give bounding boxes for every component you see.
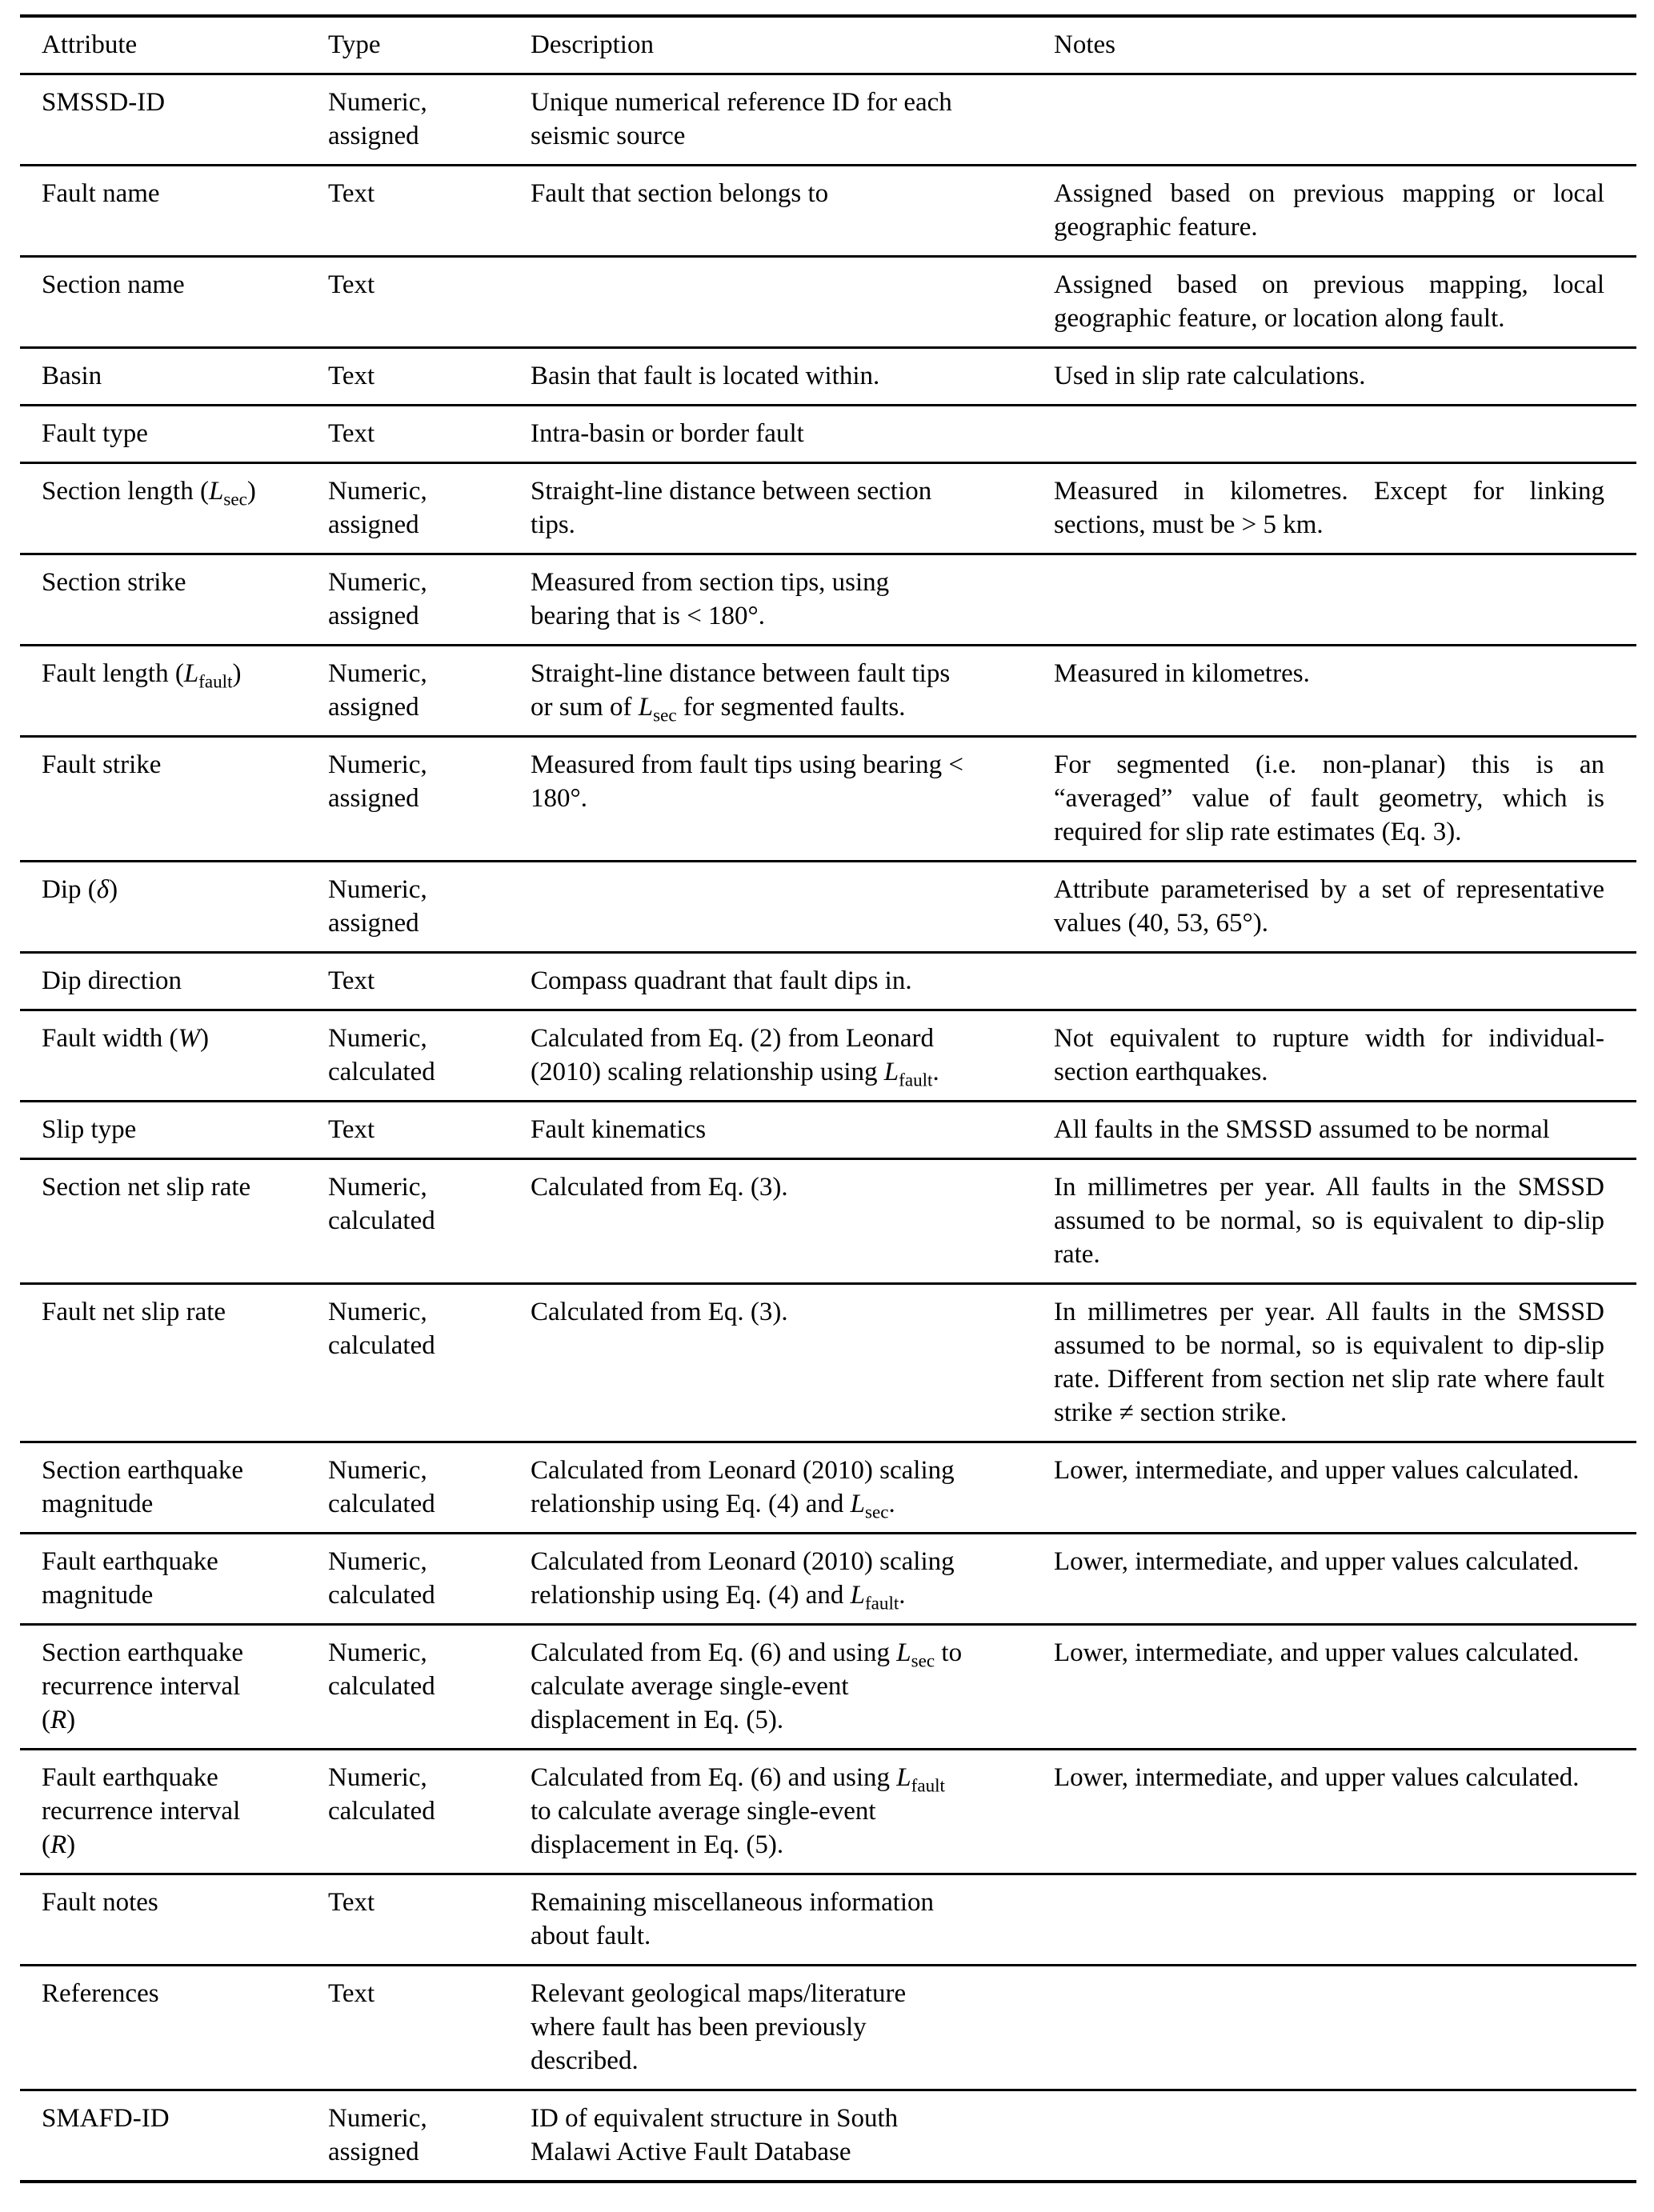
cell-description: Fault that section belongs to (531, 179, 829, 208)
cell-description: Calculated from Eq. (6) and using $L_{sec}$ to calculate average single-event displacement in Eq. (5). (531, 1638, 963, 1734)
cell-type: Text (328, 419, 375, 448)
column-header-type: Type (328, 30, 381, 59)
cell-attribute: Section earthquake recurrence interval (R) (42, 1638, 243, 1734)
cell-description (531, 257, 1054, 348)
cell-description: Unique numerical reference ID for each seismic source (531, 88, 952, 150)
cell-notes: In millimetres per year. All faults in the SMSSD assumed to be normal, so is equivalent to dip-slip rate. Different from section net slip rate where fault strike ≠ section strike. (1054, 1298, 1604, 1427)
cell-type: Text (328, 179, 375, 208)
cell-type: Numeric, calculated (328, 1456, 435, 1518)
cell-notes: Lower, intermediate, and upper values calculated. (1054, 1763, 1580, 1792)
cell-notes (1054, 1966, 1636, 2090)
table-header (20, 16, 1636, 74)
cell-type: Numeric, calculated (328, 1763, 435, 1826)
cell-description: Calculated from Eq. (6) and using $L_{fault}$ to calculate average single-event displacement in Eq. (5). (531, 1763, 945, 1859)
cell-attribute: Fault net slip rate (42, 1298, 226, 1326)
cell-attribute: Fault type (42, 419, 148, 448)
header-row (20, 16, 1636, 74)
cell-attribute: Fault notes (42, 1888, 158, 1917)
cell-description: Compass quadrant that fault dips in. (531, 966, 912, 995)
cell-description: Remaining miscellaneous information about fault. (531, 1888, 935, 1950)
cell-notes: Used in slip rate calculations. (1054, 362, 1366, 390)
cell-notes (1054, 953, 1636, 1010)
cell-notes (1054, 406, 1636, 463)
table-row (20, 1874, 1636, 1966)
cell-type: Numeric, calculated (328, 1298, 435, 1360)
cell-attribute: Section net slip rate (42, 1173, 251, 1202)
table-row (20, 1966, 1636, 2090)
cell-type: Numeric, assigned (328, 659, 427, 722)
cell-description: Calculated from Eq. (3). (531, 1298, 788, 1326)
cell-type: Numeric, assigned (328, 568, 427, 630)
cell-notes (1054, 74, 1636, 166)
table-row (20, 74, 1636, 166)
table-row (20, 1159, 1636, 1284)
cell-type: Numeric, assigned (328, 88, 427, 150)
cell-type: Numeric, assigned (328, 477, 427, 539)
table-row (20, 406, 1636, 463)
table-row (20, 166, 1636, 257)
table-row (20, 1010, 1636, 1102)
cell-type: Numeric, calculated (328, 1173, 435, 1235)
table-row (20, 1534, 1636, 1625)
table-row (20, 646, 1636, 737)
cell-type: Numeric, calculated (328, 1547, 435, 1610)
table-row (20, 1102, 1636, 1159)
cell-type: Numeric, assigned (328, 875, 427, 938)
cell-notes: Measured in kilometres. Except for linking sections, must be > 5 km. (1054, 477, 1604, 539)
table-row (20, 862, 1636, 953)
table-row (20, 953, 1636, 1010)
table-row (20, 463, 1636, 554)
cell-attribute: Fault length $(L_{fault})$ (42, 659, 242, 692)
cell-description: Relevant geological maps/literature where fault has been previously described. (531, 1979, 907, 2075)
cell-type: Numeric, assigned (328, 2104, 427, 2166)
cell-attribute: Dip (δ) (42, 875, 118, 904)
cell-notes: Assigned based on previous mapping, local geographic feature, or location along fault. (1054, 270, 1604, 333)
cell-attribute: Fault width (W) (42, 1024, 209, 1053)
cell-description: Calculated from Eq. (2) from Leonard (2010) scaling relationship using $L_{fault}$. (531, 1024, 939, 1090)
table-row (20, 737, 1636, 862)
cell-type: Text (328, 270, 375, 299)
cell-attribute: SMSSD-ID (42, 88, 166, 117)
table-row (20, 2090, 1636, 2182)
cell-attribute: Fault name (42, 179, 160, 208)
cell-attribute: Basin (42, 362, 102, 390)
cell-notes (1054, 2090, 1636, 2182)
cell-notes: All faults in the SMSSD assumed to be normal (1054, 1115, 1550, 1144)
cell-notes: For segmented (i.e. non-planar) this is an “averaged” value of fault geometry, which is required for slip rate estimates (Eq. 3). (1054, 750, 1604, 846)
column-header-description: Description (531, 30, 654, 59)
table-row (20, 1625, 1636, 1750)
cell-attribute: Fault earthquake recurrence interval (R) (42, 1763, 241, 1859)
cell-notes: In millimetres per year. All faults in the SMSSD assumed to be normal, so is equivalent to dip-slip rate. (1054, 1173, 1604, 1269)
cell-notes: Lower, intermediate, and upper values calculated. (1054, 1638, 1580, 1667)
cell-description (531, 862, 1054, 953)
table-row (20, 348, 1636, 406)
cell-notes: Lower, intermediate, and upper values calculated. (1054, 1547, 1580, 1576)
table-row (20, 554, 1636, 646)
cell-attribute: Fault earthquake magnitude (42, 1547, 218, 1610)
cell-description: Intra-basin or border fault (531, 419, 804, 448)
cell-type: Text (328, 362, 375, 390)
cell-type: Numeric, assigned (328, 750, 427, 813)
cell-description: Straight-line distance between section tips. (531, 477, 932, 539)
cell-type: Text (328, 1888, 375, 1917)
table-row (20, 1442, 1636, 1534)
cell-type: Text (328, 1979, 375, 2008)
cell-attribute: Section earthquake magnitude (42, 1456, 243, 1518)
table-row (20, 1750, 1636, 1874)
table-row (20, 257, 1636, 348)
cell-notes: Not equivalent to rupture width for individual-section earthquakes. (1054, 1024, 1604, 1086)
cell-notes (1054, 1874, 1636, 1966)
cell-type: Text (328, 966, 375, 995)
cell-description: Calculated from Leonard (2010) scaling relationship using Eq. (4) and $L_{sec}$. (531, 1456, 955, 1522)
cell-attribute: Dip direction (42, 966, 182, 995)
cell-notes: Measured in kilometres. (1054, 659, 1310, 688)
cell-attribute: References (42, 1979, 159, 2008)
cell-description: Basin that fault is located within. (531, 362, 880, 390)
cell-description: Measured from fault tips using bearing < 180°. (531, 750, 963, 813)
table-row (20, 1284, 1636, 1442)
attribute-table (20, 14, 1636, 2183)
cell-description: ID of equivalent structure in South Malawi Active Fault Database (531, 2104, 899, 2166)
table-body (20, 74, 1636, 2182)
column-header-attribute: Attribute (42, 30, 138, 59)
cell-description: Measured from section tips, using bearing that is < 180°. (531, 568, 890, 630)
column-header-notes: Notes (1054, 30, 1115, 59)
cell-attribute: Section length $(L_{sec})$ (42, 477, 256, 510)
cell-notes: Assigned based on previous mapping or local geographic feature. (1054, 179, 1604, 242)
cell-attribute: SMAFD-ID (42, 2104, 170, 2133)
cell-description: Straight-line distance between fault tips or sum of $L_{sec}$ for segmented faults. (531, 659, 951, 726)
cell-notes (1054, 554, 1636, 646)
cell-type: Numeric, calculated (328, 1638, 435, 1701)
cell-type: Text (328, 1115, 375, 1144)
cell-attribute: Slip type (42, 1115, 137, 1144)
cell-notes: Attribute parameterised by a set of representative values (40, 53, 65°). (1054, 875, 1604, 938)
cell-description: Calculated from Eq. (3). (531, 1173, 788, 1202)
cell-type: Numeric, calculated (328, 1024, 435, 1086)
cell-description: Fault kinematics (531, 1115, 707, 1144)
cell-description: Calculated from Leonard (2010) scaling relationship using Eq. (4) and $L_{fault}$. (531, 1547, 955, 1614)
cell-notes: Lower, intermediate, and upper values calculated. (1054, 1456, 1580, 1485)
cell-attribute: Section strike (42, 568, 186, 597)
cell-attribute: Section name (42, 270, 185, 299)
cell-attribute: Fault strike (42, 750, 162, 779)
